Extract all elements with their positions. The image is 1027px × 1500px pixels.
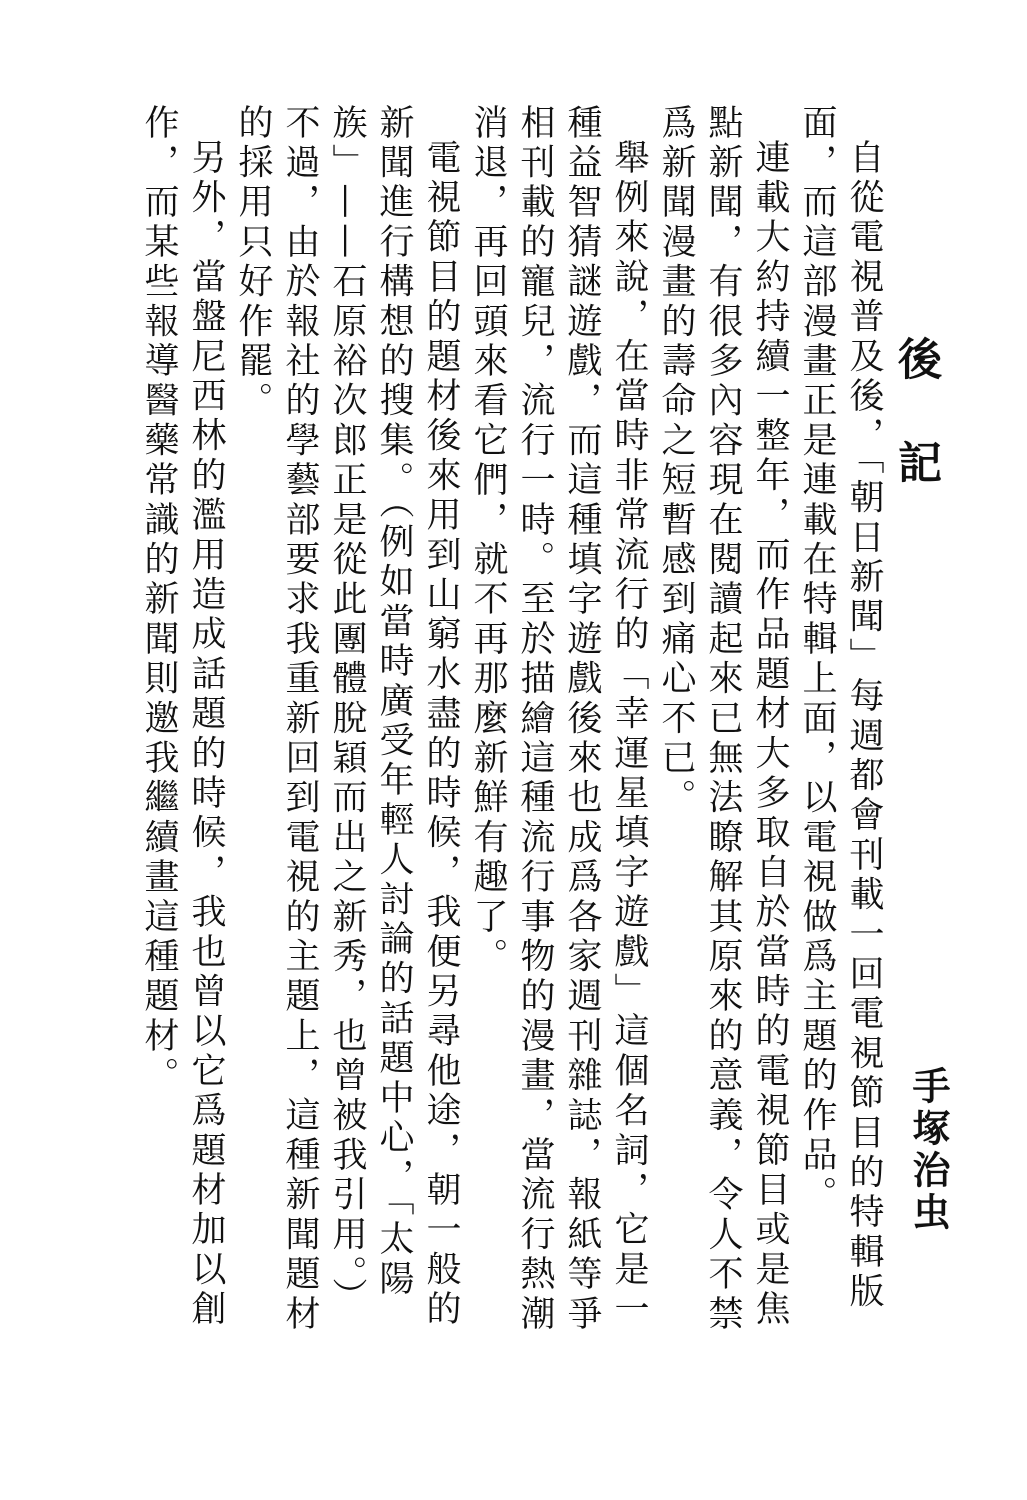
paragraph: 自從電視普及後，「朝日新聞」每週都會刊載一回電視節目的特輯版面，而這部漫畫正是連載在特輯上面，以電視做爲主題的作品。 [797,104,884,1313]
paragraph: 舉例來說，在當時非常流行的「幸運星填字遊戲」這個名詞，它是一種益智猜謎遊戲，而這種填字遊戲後來也成爲各家週刊雜誌，報紙等爭相刊載的寵兒，流行一時。至於描繪這種流行事物的漫畫，當流行熱潮消退，再回頭來看它們，就不再那麼新鮮有趣了。 [468,104,649,1335]
page-title: 後 記 [890,336,941,506]
author-name: 手塚治虫 [906,1066,951,1234]
paragraph: 另外，當盤尼西林的濫用造成話題的時候，我也曾以它爲題材加以創作，而某些報導醫藥常識的新聞則邀我繼續畫這種題材。 [139,104,226,1330]
paragraph: 連載大約持續一整年，而作品題材大多取自於當時的電視節目或是焦點新聞，有很多內容現在閱讀起來已無法瞭解其原來的意義，令人不禁爲新聞漫畫的壽命之短暫感到痛心不已。 [656,104,790,1335]
afterword-body [97,104,887,1354]
paragraph: 電視節目的題材後來用到山窮水盡的時候，我便另尋他途，朝一般的新聞進行構想的搜集。（例如當時廣受年輕人討論的話題中心，「太陽族」——石原裕次郎正是從此團體脫穎而出之新秀，也曾被我引用。）不過，由於報社的學藝部要求我重新回到電視的主題上，這種新聞題材的採用只好作罷。 [233,104,461,1335]
